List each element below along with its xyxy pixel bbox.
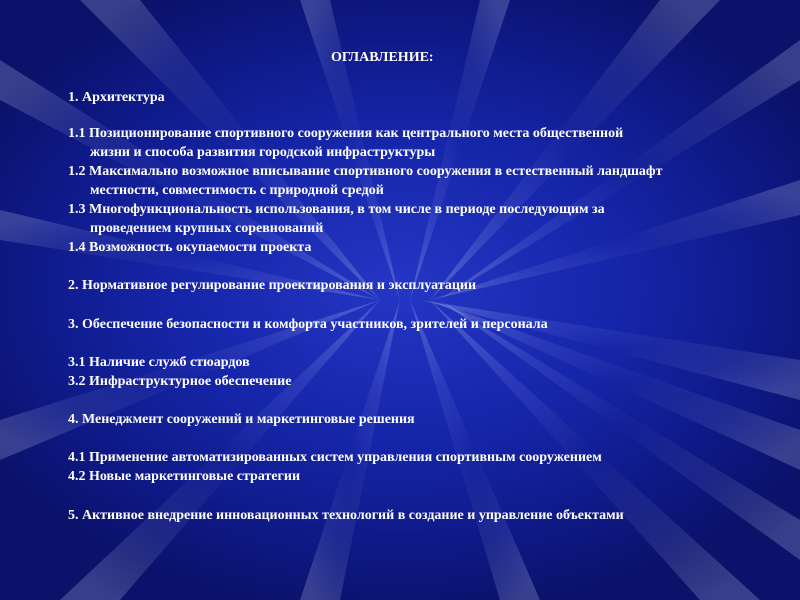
- toc-item-1: 1. Архитектура: [68, 90, 165, 105]
- toc-item-1-2-cont: местности, совместимость с природной средой: [90, 183, 384, 198]
- toc-item-4-2: 4.2 Новые маркетинговые стратегии: [68, 469, 301, 484]
- toc-item-4-1: 4.1 Применение автоматизированных систем управления спортивным сооружением: [68, 450, 602, 465]
- toc-title: ОГЛАВЛЕНИЕ:: [331, 50, 434, 65]
- toc-item-1-1: 1.1 Позиционирование спортивного сооружения как центрального места общественной: [68, 126, 624, 141]
- toc-item-2: 2. Нормативное регулирование проектирования и эксплуатации: [68, 278, 477, 293]
- toc-item-3-1: 3.1 Наличие служб стюардов: [68, 355, 250, 370]
- toc-item-1-2: 1.2 Максимально возможное вписывание спортивного сооружения в естественный ландшафт: [68, 164, 663, 179]
- toc-item-4: 4. Менеджмент сооружений и маркетинговые решения: [68, 412, 415, 427]
- toc-item-3: 3. Обеспечение безопасности и комфорта участников, зрителей и персонала: [68, 317, 548, 332]
- toc-item-1-3: 1.3 Многофункциональность использования, в том числе в периоде последующим за: [68, 202, 605, 217]
- toc-item-3-2: 3.2 Инфраструктурное обеспечение: [68, 374, 292, 389]
- toc-item-5: 5. Активное внедрение инновационных технологий в создание и управление объектами: [68, 508, 624, 523]
- toc-item-1-1-cont: жизни и способа развития городской инфраструктуры: [90, 145, 436, 160]
- toc-item-1-4: 1.4 Возможность окупаемости проекта: [68, 240, 312, 255]
- toc-item-1-3-cont: проведением крупных соревнований: [90, 221, 324, 236]
